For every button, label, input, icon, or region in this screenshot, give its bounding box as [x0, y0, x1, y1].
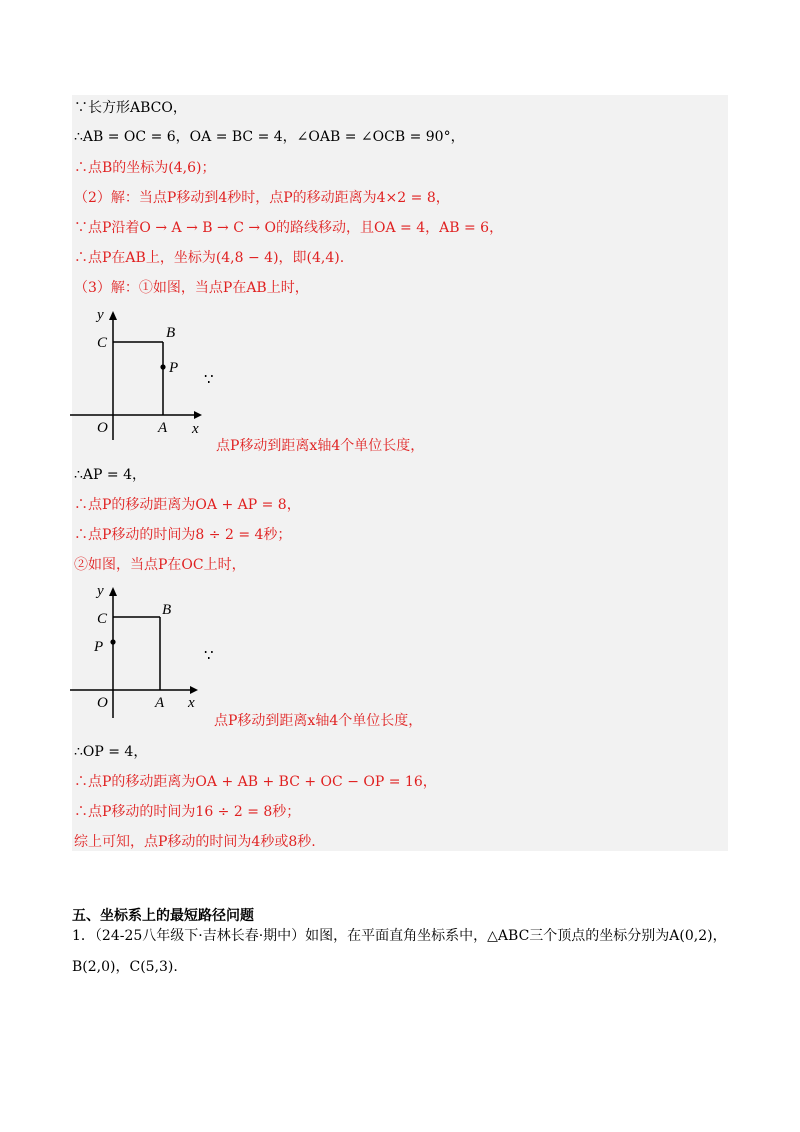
label-p: P — [169, 360, 179, 376]
figure-p-on-oc — [70, 583, 210, 722]
solution-line-6: ∴点P在AB上，坐标为(4,8 − 4)，即(4,4). — [74, 250, 345, 266]
figure-p-on-ab — [70, 305, 210, 444]
label-c: C — [97, 611, 108, 627]
x-axis-arrow-icon — [190, 686, 198, 694]
label-o: O — [97, 695, 108, 711]
solution-line-4: （2）解：当点P移动到4秒时，点P的移动距离为4×2 = 8， — [74, 190, 450, 206]
label-b: B — [166, 325, 176, 341]
label-b: B — [162, 602, 172, 618]
label-y: y — [97, 583, 104, 599]
solution-line-9: ∴点P的移动距离为OA + AP = 8， — [74, 497, 301, 513]
solution-line-2: ∴AB = OC = 6，OA = BC = 4，∠OAB = ∠OCB = 90°， — [74, 129, 465, 145]
because-symbol-1: ∵ — [204, 370, 214, 388]
y-axis-arrow-icon — [109, 311, 117, 320]
answer-box — [72, 95, 728, 851]
solution-line-8: ∴AP = 4， — [74, 467, 146, 483]
solution-line-5: ∵点P沿着O → A → B → C → O的路线移动，且OA = 4，AB = 6， — [74, 220, 504, 236]
label-y: y — [97, 307, 104, 323]
solution-line-12: ∴OP = 4， — [74, 744, 148, 760]
label-p: P — [94, 639, 104, 655]
point-p — [110, 639, 115, 644]
solution-line-14: ∴点P移动的时间为16 ÷ 2 = 8秒； — [74, 804, 301, 820]
solution-line-13: ∴点P的移动距离为OA + AB + BC + OC − OP = 16， — [74, 774, 437, 790]
solution-line-1: ∵长方形ABCO， — [74, 100, 187, 116]
problem-line-2: B(2,0)，C(5,3). — [72, 959, 178, 975]
label-a: A — [155, 695, 165, 711]
section-title: 五、坐标系上的最短路径问题 — [72, 908, 254, 924]
x-axis-arrow-icon — [194, 411, 202, 419]
figure2-caption: 点P移动到距离x轴4个单位长度， — [214, 713, 423, 729]
solution-line-11: ②如图，当点P在OC上时， — [74, 557, 246, 573]
label-c: C — [97, 335, 108, 351]
solution-line-15: 综上可知，点P移动的时间为4秒或8秒. — [74, 834, 316, 850]
label-a: A — [158, 420, 168, 436]
because-symbol-2: ∵ — [204, 646, 214, 664]
problem-line-1: 1．（24-25八年级下·吉林长春·期中）如图，在平面直角坐标系中，△ABC三个顶点的坐标分别为A(0,2)， — [72, 928, 727, 944]
y-axis-arrow-icon — [109, 587, 117, 596]
solution-line-10: ∴点P移动的时间为8 ÷ 2 = 4秒； — [74, 527, 292, 543]
label-x: x — [188, 695, 195, 711]
point-p — [160, 364, 165, 369]
label-x: x — [192, 421, 199, 437]
label-o: O — [97, 420, 108, 436]
solution-line-3: ∴点B的坐标为(4,6)； — [74, 160, 216, 176]
figure1-caption: 点P移动到距离x轴4个单位长度， — [216, 438, 425, 454]
solution-line-7: （3）解：①如图，当点P在AB上时， — [74, 280, 309, 296]
